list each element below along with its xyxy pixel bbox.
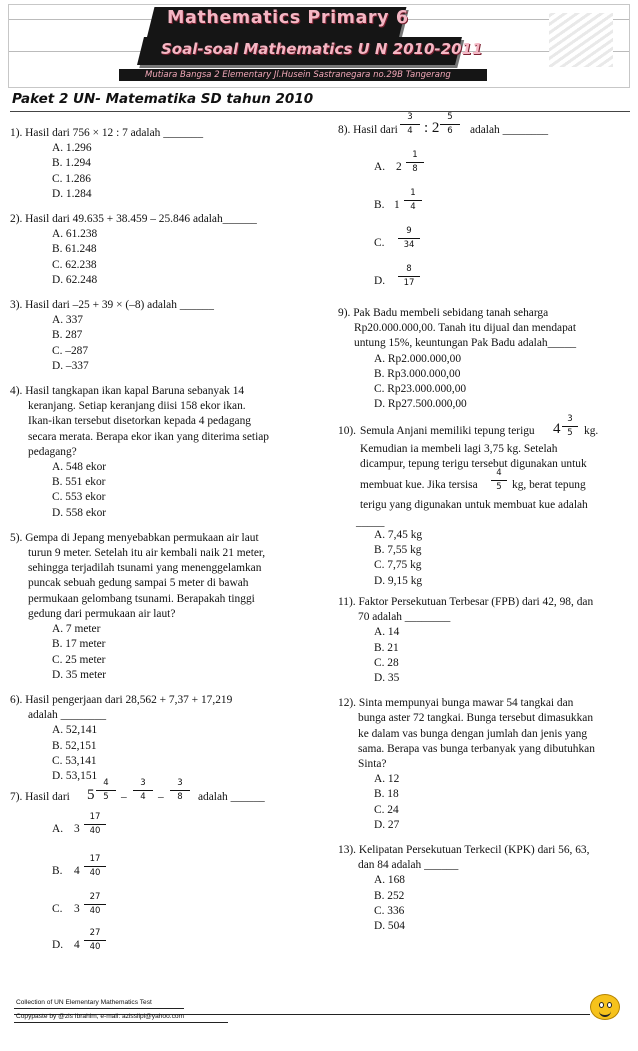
question-line: pedagang? <box>28 445 77 458</box>
question-number: 6). <box>10 693 23 706</box>
option-c <box>338 226 538 260</box>
option-list <box>10 622 310 683</box>
numerator: 8 <box>406 264 412 274</box>
option-d: D. 1.284 <box>52 187 92 200</box>
question-line: turun 9 meter. Setelah itu air kembali naik 21 meter, <box>28 547 266 560</box>
denominator: 5 <box>567 428 573 438</box>
numerator: 1 <box>410 188 416 198</box>
option-c: C. 336 <box>374 904 405 917</box>
option-c: C. Rp23.000.000,00 <box>374 383 467 396</box>
option-list <box>10 723 310 784</box>
option-letter: A. <box>52 823 64 835</box>
option-c: C. 28 <box>374 656 399 669</box>
option-letter: C. <box>52 903 63 915</box>
question-line: keranjang. Setiap keranjang diisi 158 ekor ikan. <box>28 400 246 413</box>
option-b: B. 61.248 <box>52 243 97 256</box>
option-c: C. 24 <box>374 803 399 816</box>
option-d: D. 558 ekor <box>52 506 107 519</box>
question-text <box>338 306 630 321</box>
fraction <box>398 264 420 288</box>
question-continuation <box>338 321 630 351</box>
option-a <box>10 812 210 846</box>
option-d: D. 35 <box>374 672 400 685</box>
fraction-bar <box>562 426 578 427</box>
fraction <box>84 854 106 878</box>
option-letter: D. <box>52 939 64 951</box>
question-text <box>10 384 310 399</box>
question-text: 8). Hasil dari <box>338 124 398 136</box>
question-line: Pak Badu membeli sebidang tanah seharga <box>353 307 549 319</box>
option-a: A. 52,141 <box>52 724 98 737</box>
smiley-eye <box>599 1002 604 1008</box>
option-letter: D. <box>374 275 386 287</box>
header-subtitle: Soal-soal Mathematics U N 2010-2011 <box>161 40 483 58</box>
question-line: puncak sebuah gedung sampai 5 meter di bawah <box>28 577 249 590</box>
fraction <box>440 112 460 136</box>
option-c: C. 553 ekor <box>52 491 106 504</box>
denominator: 5 <box>103 792 109 802</box>
option-d: D. –337 <box>52 359 89 372</box>
question-2 <box>10 212 310 288</box>
fraction-bar <box>491 480 507 481</box>
question-number: 5). <box>10 531 23 544</box>
fraction-bar <box>400 124 420 125</box>
numerator: 5 <box>447 112 453 122</box>
footer-underline <box>14 1008 184 1009</box>
question-text: 3). Hasil dari –25 + 39 × (–8) adalah ______ <box>10 299 214 312</box>
option-a: A. 168 <box>374 874 406 887</box>
right-column-lower <box>338 595 630 934</box>
question-line: sama. Berapa vas bunga terbanyak yang dibutuhkan <box>358 742 595 755</box>
question-text <box>10 531 310 546</box>
option-c: C. 62.238 <box>52 258 97 271</box>
question-13 <box>338 843 630 934</box>
denominator: 8 <box>412 164 418 174</box>
fraction-bar <box>133 790 153 791</box>
option-list <box>374 528 422 589</box>
fraction <box>400 112 420 136</box>
question-text <box>338 843 630 858</box>
option-b: B. 252 <box>374 889 405 902</box>
question-continuation <box>10 546 310 622</box>
fraction-bar <box>398 238 420 239</box>
fraction-bar <box>398 276 420 277</box>
numerator: 4 <box>496 468 502 478</box>
denominator: 40 <box>89 826 101 836</box>
option-list <box>10 460 310 521</box>
denominator: 34 <box>403 240 415 250</box>
mixed-number-whole: 3 <box>74 903 80 915</box>
fraction-bar <box>170 790 190 791</box>
question-suffix: adalah ________ <box>470 124 549 136</box>
question-number: 9). <box>338 307 351 319</box>
footer-credit: Copypaste by @zis Ibrahim, e-mail: azisslipi@yahoo.com <box>16 1013 185 1020</box>
fraction-bar <box>404 200 422 201</box>
smiley-eye <box>607 1002 612 1008</box>
question-line: Semula Anjani memiliki tepung terigu <box>360 425 535 437</box>
banner-stripe-decoration <box>549 13 613 67</box>
option-d <box>10 928 210 962</box>
option-b: B. 287 <box>52 329 83 342</box>
fraction <box>84 928 106 952</box>
option-c: C. 1.286 <box>52 172 91 185</box>
option-a: A. 12 <box>374 773 400 786</box>
question-text: 2). Hasil dari 49.635 + 38.459 – 25.846 adalah______ <box>10 213 257 226</box>
question-continuation <box>10 708 310 723</box>
question-10 <box>338 412 630 592</box>
fraction-bar <box>440 124 460 125</box>
question-suffix: adalah ______ <box>198 791 265 803</box>
denominator: 5 <box>496 482 502 492</box>
question-line: Kemudian ia membeli lagi 3,75 kg. Setelah <box>360 443 558 455</box>
denominator: 4 <box>140 792 146 802</box>
question-line: adalah ________ <box>28 709 107 722</box>
option-a: A. 7,45 kg <box>374 529 423 541</box>
numerator: 3 <box>407 112 413 122</box>
option-b: B. 7,55 kg <box>374 544 422 557</box>
question-7 <box>10 778 310 968</box>
fraction <box>404 188 422 212</box>
mixed-number-whole: 1 <box>394 199 400 211</box>
question-line: Hasil pengerjaan dari 28,562 + 7,37 + 17,219 <box>25 693 233 706</box>
option-b: B. 551 ekor <box>52 476 106 489</box>
option-b: B. 18 <box>374 788 399 801</box>
header-school-line: Mutiara Bangsa 2 Elementary Jl.Husein Sastranegara no.29B Tangerang <box>145 70 451 80</box>
mixed-number-whole: 3 <box>74 823 80 835</box>
denominator: 6 <box>447 126 453 136</box>
question-continuation <box>338 858 630 873</box>
header-title: Mathematics Primary 6 <box>167 8 409 28</box>
question-line: untung 15%, keuntungan Pak Badu adalah_____ <box>354 337 577 350</box>
option-a <box>338 150 538 184</box>
option-c: C. 7,75 kg <box>374 559 422 572</box>
question-8 <box>338 110 628 300</box>
mixed-number-whole: 4 <box>74 939 80 951</box>
option-a: A. 14 <box>374 626 400 639</box>
question-number: 13). <box>338 844 357 857</box>
numerator: 3 <box>140 778 146 788</box>
fraction <box>406 150 424 174</box>
minus-sign: – <box>158 791 164 803</box>
denominator: 40 <box>89 906 101 916</box>
option-d: D. 27 <box>374 818 400 831</box>
question-line: Sinta? <box>358 758 387 771</box>
question-line: dan 84 adalah ______ <box>358 859 459 872</box>
option-list <box>338 772 630 833</box>
numerator: 3 <box>177 778 183 788</box>
option-c: C. 53,141 <box>52 754 97 767</box>
question-text <box>338 696 630 711</box>
option-b: B. 52,151 <box>52 739 97 752</box>
question-5 <box>10 531 310 683</box>
fraction <box>84 892 106 916</box>
fraction <box>96 778 116 802</box>
question-number: 10). <box>338 425 357 437</box>
option-b: B. 17 meter <box>52 638 106 651</box>
fraction <box>84 812 106 836</box>
question-line: bunga aster 72 tangkai. Bunga tersebut dimasukkan <box>358 712 594 725</box>
smiley-face-icon <box>590 994 620 1020</box>
question-line: terigu yang digunakan untuk membuat kue adalah <box>360 499 588 511</box>
numerator: 3 <box>567 414 573 424</box>
option-b: B. 1.294 <box>52 157 91 170</box>
question-line: kg, berat tepung <box>512 479 586 491</box>
numerator: 1 <box>412 150 418 160</box>
option-a: A. 337 <box>52 314 84 327</box>
option-list <box>10 313 310 374</box>
unit: kg. <box>584 425 599 437</box>
question-6 <box>10 693 310 784</box>
question-continuation <box>338 711 630 772</box>
minus-sign: – <box>121 791 127 803</box>
numerator: 27 <box>89 892 101 902</box>
question-line: dicampur, tepung terigu tersebut digunakan untuk <box>360 458 587 470</box>
option-a: A. 7 meter <box>52 623 101 636</box>
option-list <box>338 625 630 686</box>
option-b <box>338 188 538 222</box>
fraction-bar <box>84 904 106 905</box>
question-line: Sinta mempunyai bunga mawar 54 tangkai dan <box>358 697 574 710</box>
numerator: 9 <box>406 226 412 236</box>
answer-blank: _____ <box>356 516 385 528</box>
option-d: D. 504 <box>374 920 406 933</box>
footer-underline <box>14 1022 228 1023</box>
option-list <box>10 141 310 202</box>
question-line: Kelipatan Persekutuan Terkecil (KPK) dari 56, 63, <box>358 844 590 857</box>
option-c <box>10 892 210 926</box>
question-line: permukaan gelombang tsunami. Berapakah tinggi <box>28 592 255 605</box>
question-continuation <box>338 610 630 625</box>
numerator: 27 <box>89 928 101 938</box>
option-d: D. 35 meter <box>52 668 107 681</box>
question-continuation <box>10 399 310 460</box>
option-list <box>338 352 630 413</box>
question-4 <box>10 384 310 521</box>
header-banner <box>8 4 630 88</box>
question-text: 7). Hasil dari <box>10 791 70 803</box>
paket-title: Paket 2 UN- Matematika SD tahun 2010 <box>12 91 314 107</box>
mixed-number-whole: 2 <box>396 161 402 173</box>
option-a: A. Rp2.000.000,00 <box>374 352 462 365</box>
option-b: B. Rp3.000.000,00 <box>374 367 461 380</box>
question-line: Gempa di Jepang menyebabkan permukaan air laut <box>25 531 259 544</box>
option-c: C. 25 meter <box>52 653 106 666</box>
option-a: A. 548 ekor <box>52 461 107 474</box>
option-list <box>10 227 310 288</box>
question-line: Faktor Persekutuan Terbesar (FPB) dari 42, 98, dan <box>358 596 594 608</box>
option-a: A. 1.296 <box>52 142 92 155</box>
fraction-bar <box>96 790 116 791</box>
question-1 <box>10 126 310 202</box>
denominator: 40 <box>89 942 101 952</box>
fraction <box>562 414 578 438</box>
question-text <box>10 693 310 708</box>
option-d: D. 9,15 kg <box>374 574 423 587</box>
question-number: 11). <box>338 596 356 608</box>
fraction <box>170 778 190 802</box>
option-d: D. 62.248 <box>52 273 98 286</box>
mixed-number-whole: 5 <box>87 787 95 803</box>
numerator: 4 <box>103 778 109 788</box>
question-number: 12). <box>338 697 357 710</box>
option-b: B. 21 <box>374 641 399 654</box>
question-number: 4). <box>10 385 23 398</box>
denominator: 4 <box>410 202 416 212</box>
question-line: sehingga terjadilah tsunami yang menenggelamkan <box>28 562 262 575</box>
denominator: 17 <box>403 278 415 288</box>
left-column <box>10 126 310 784</box>
question-line: Ikan-ikan tersebut disetorkan kepada 4 pedagang <box>28 415 251 428</box>
option-a: A. 61.238 <box>52 228 98 241</box>
question-text: 1). Hasil dari 756 × 12 : 7 adalah _______ <box>10 127 204 139</box>
question-line: membuat kue. Jika tersisa <box>360 479 478 491</box>
option-d: D. Rp27.500.000,00 <box>374 398 467 411</box>
question-line: ke dalam vas bunga dengan jumlah dan jenis yang <box>358 727 588 740</box>
option-letter: C. <box>374 237 385 249</box>
question-text <box>338 595 630 610</box>
mixed-number-whole: 4 <box>74 865 80 877</box>
fraction <box>491 468 507 492</box>
numerator: 17 <box>89 854 101 864</box>
question-line: 70 adalah ________ <box>358 611 451 624</box>
option-list <box>338 873 630 934</box>
denominator: 40 <box>89 868 101 878</box>
fraction-bar <box>84 866 106 867</box>
divide-by: : 2 <box>424 120 440 136</box>
option-letter: B. <box>52 865 63 877</box>
question-line: Hasil tangkapan ikan kapal Baruna sebanyak 14 <box>25 385 245 398</box>
fraction-bar <box>84 824 106 825</box>
option-letter: B. <box>374 199 385 211</box>
denominator: 8 <box>177 792 183 802</box>
option-d: D. 53,151 <box>52 769 98 782</box>
option-c: C. –287 <box>52 344 89 357</box>
option-letter: A. <box>374 161 386 173</box>
option-d <box>338 264 538 298</box>
question-12 <box>338 696 630 833</box>
question-9 <box>338 306 630 412</box>
question-3 <box>10 298 310 374</box>
fraction-bar <box>84 940 106 941</box>
question-11 <box>338 595 630 686</box>
mixed-number-whole: 4 <box>553 421 561 437</box>
fraction <box>133 778 153 802</box>
question-line: Rp20.000.000,00. Tanah itu dijual dan mendapat <box>354 322 577 335</box>
fraction-bar <box>406 162 424 163</box>
footer-collection: Collection of UN Elementary Mathematics Test <box>16 999 152 1006</box>
question-line: secara merata. Berapa ekor ikan yang diterima setiap <box>28 430 269 443</box>
numerator: 17 <box>89 812 101 822</box>
option-b <box>10 854 210 888</box>
fraction <box>398 226 420 250</box>
denominator: 4 <box>407 126 413 136</box>
question-line: gedung dari permukaan air laut? <box>28 607 176 620</box>
smiley-mouth <box>599 1009 611 1017</box>
